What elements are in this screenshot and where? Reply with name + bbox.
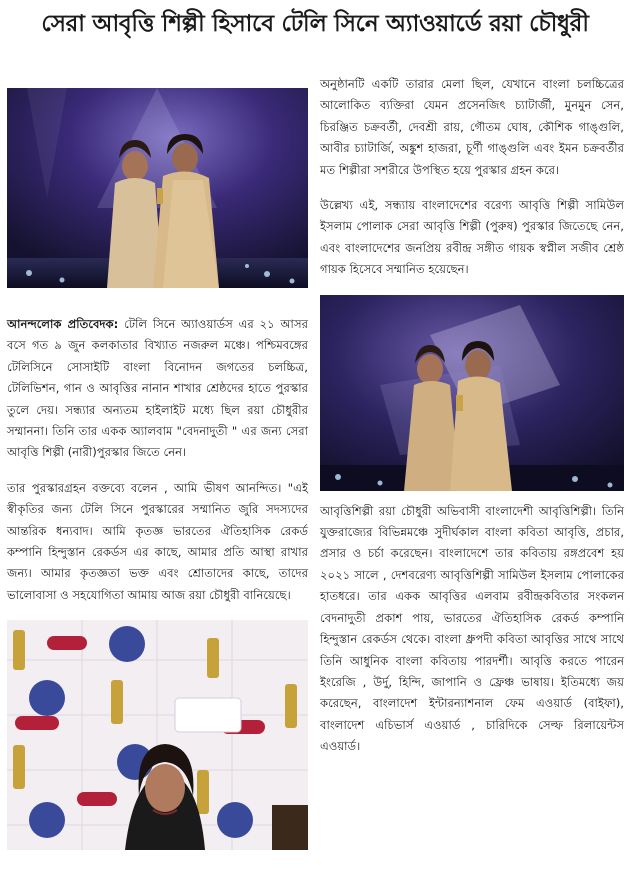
- reporter-byline: আনন্দলোক প্রতিবেদক:: [7, 317, 119, 331]
- guests-paragraph: অনুষ্ঠানটি একটি তারার মেলা ছিল, যেখানে বাংলা চলচ্চিত্রের আলোকিত ব্যক্তিরা যেমন প্রসেনজিৎ চ্যাটার্জী, মুনমুন সেন, চিরঞ্জিত চক্রবর্তী, দেবশ্রী রায়, গৌতম ঘোষ, কৌশিক গাঙ্গুলি, আবীর চ্যাটার্জি, অঙ্কুশ হাজরা, চূর্ণী গাঙ্গুলি এবং ইমন চক্রবর্তীর মত শিল্পীরা সশরীরে উপস্থিত হয়ে পুরস্কার গ্রহন করে।: [320, 77, 624, 177]
- intro-paragraph: [7, 314, 308, 464]
- biography-paragraph: আবৃত্তিশিল্পী রয়া চৌধুরী অভিবাসী বাংলাদেশী আবৃত্তিশিল্পী। তিনি যুক্তরাজ্যের বিভিন্নমঞ্চে সুদীর্ঘকাল বাংলা কবিতা আবৃত্তি, প্রচার, প্রসার ও চর্চা করেছেন। বাংলাদেশে তার কবিতায় রঙ্গপ্রবেশ হয় ২০২১ সালে , দেশবরেণ্য আবৃত্তিশিল্পী সামিউল ইসলাম পোলাকের হাতধরে। তার একক আবৃত্তির এলবাম রবীন্দ্রকবিতার সংকলন বেদনাদুতী প্রকাশ পায়, ভারতের ঐতিহাসিক রেকর্ড কম্পানি হিন্দুস্তান রেকর্ডস থেকে। বাংলা ধ্রুপদী কবিতা আবৃত্তির সাথে সাথে তিনি আধুনিক বাংলা কবিতায় পারদর্শী। আবৃত্তি করতে পারেন ইংরেজি , উর্দু, হিন্দি, জাপানি ও ফ্রেঞ্চ ভাষায়। ইতিমধ্যে জয় করেছেন, বাংলাদেশ ইন্টারন্যাশনাল ফেম এওয়ার্ড (বাইফা), বাংলাদেশ এচিভার্স এওয়ার্ড , চারিদিকে সেল্ফ রিলায়েন্টস এওয়ার্ড।: [320, 503, 624, 754]
- speech-paragraph: তার পুরস্কারগ্রহন বক্তব্যে বলেন , আমি ভীষণ আনন্দিত। "এই স্বীকৃতির জন্য টেলি সিনে পুরস্কারের সম্মানিত জুরি সদস্যদের আন্তরিক ধন্যবাদ। আমি কৃতজ্ঞ ভারতের ঐতিহাসিক রেকর্ড কম্পানি হিন্দুস্তান রেকর্ডস এর কাছে, আমার প্রতি আস্থা রাখার জন্য। আমার কৃতজ্ঞতা ভক্ত এবং শ্রোতাদের কাছে, তাদের ভালোবাসা ও সহযোগিতা আমায় আজ রয়া চৌধুরী বানিয়েছে।: [7, 480, 308, 602]
- stage-photo-1-image: [7, 88, 308, 288]
- stage-photo-2-image: [320, 295, 624, 491]
- other-winners-paragraph: উল্লেখ্য এই, সন্ধ্যায় বাংলাদেশের বরেণ্য আবৃত্তি শিল্পী সামিউল ইসলাম পোলাক সেরা আবৃত্তি শিল্পী (পুরুষ) পুরস্কার জিতেছে নেন, এবং বাংলাদেশের জনপ্রিয় রবীন্দ্র সঙ্গীত গায়ক স্বপ্নীল সজীব শ্রেষ্ঠ গায়ক হিসেবে সম্মানিত হয়েছেন।: [320, 198, 624, 277]
- stage-photo-1: [7, 88, 308, 288]
- intro-paragraph-text: টেলি সিনে অ্যাওয়ার্ডস এর ২১ আসর বসে গত ৯ জুন কলকাতার বিখ্যাত নজরুল মঞ্চে। পশ্চিমবঙ্গের টেলিসিনে সোসাইটি বাংলা বিনোদন জগতের চলচ্চিত্র, টেলিভিশন, গান ও আবৃত্তির নানান শাখার শ্রেষ্ঠদের হাতে পুরস্কার তুলে দেয়। সন্ধ্যার অন্যতম হাইলাইট মধ্যে ছিল রয়া চৌধুরীর সম্মাননা। তিনি তার একক অ্যালবাম "বেদনাদুতী " এর জন্য সেরা আবৃত্তি শিল্পী (নারী)পুরস্কার জিতে নেন।: [7, 317, 308, 460]
- backdrop-photo: [7, 620, 308, 850]
- stage-photo-2: [320, 295, 624, 491]
- right-column: [320, 74, 624, 772]
- headline: সেরা আবৃত্তি শিল্পী হিসাবে টেলি সিনে অ্যাওয়ার্ডে রয়া চৌধুরী: [41, 10, 589, 37]
- left-column: [7, 88, 308, 850]
- backdrop-photo-image: [7, 620, 308, 850]
